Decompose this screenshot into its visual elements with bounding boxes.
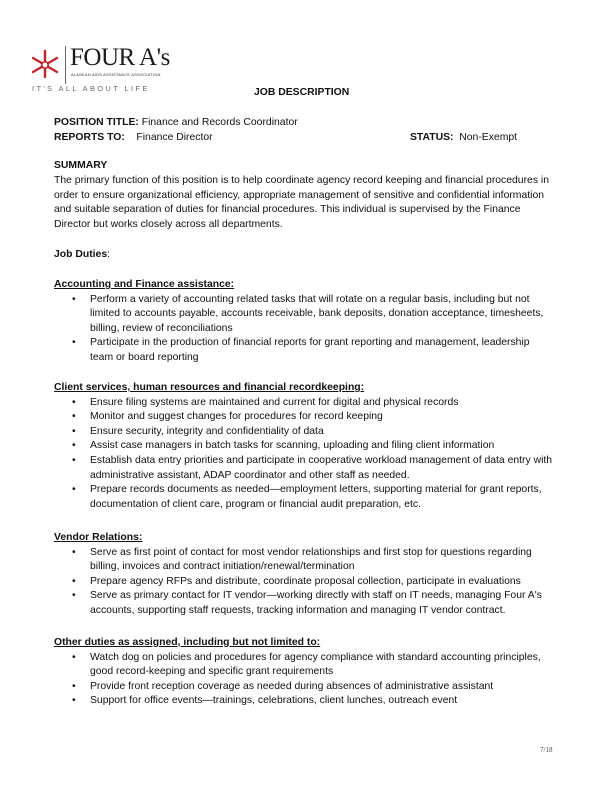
duty-list <box>54 651 554 709</box>
duty-list <box>54 293 554 366</box>
section-heading: Client services, human resources and financial recordkeeping: <box>54 382 365 393</box>
section-heading: Vendor Relations: <box>54 532 143 543</box>
list-item: • Provide front reception coverage as needed during absences of administrative assistant <box>54 680 554 695</box>
position-title-line <box>54 116 298 131</box>
list-item: • Assist case managers in batch tasks for scanning, uploading and filing client information <box>54 439 554 454</box>
summary-text: The primary function of this position is to help coordinate agency record keeping and financial procedures in order to ensure organizational efficiency, appropriate management of sensitive and confidential information and suitable separation of duties for financial procedures. This individual is supervised by the Finance Director but works closely across all departments. <box>54 175 549 230</box>
reports-to-value: Finance Director <box>136 132 213 143</box>
section-other-duties <box>54 636 554 709</box>
section-client-services <box>54 381 554 512</box>
job-duties-label: Job Duties <box>54 249 108 260</box>
status-label: STATUS: <box>410 132 454 143</box>
document-title: JOB DESCRIPTION <box>254 87 350 98</box>
status-field <box>410 131 517 146</box>
list-item: • Perform a variety of accounting related tasks that will rotate on a regular basis, including but not limited to accounts payable, accounts receivable, bank deposits, donation acceptance, timesheets, billing, review of reconciliations <box>54 293 554 337</box>
ribbon-star-icon <box>30 48 60 80</box>
logo-brand: FOUR A's <box>70 44 170 71</box>
section-heading: Accounting and Finance assistance: <box>54 279 235 290</box>
logo-subtitle: ALASKAN AIDS ASSISTANCE ASSOCIATION <box>71 72 161 77</box>
section-accounting <box>54 278 554 366</box>
list-item: • Serve as primary contact for IT vendor—working directly with staff on IT needs, managing Four A's accounts, supporting staff requests, tracking information and managing IT vendor contract. <box>54 589 554 618</box>
four-as-logo <box>30 44 180 96</box>
list-item: • Participate in the production of financial reports for grant reporting and management, leadership team or board reporting <box>54 336 554 365</box>
list-item: • Ensure security, integrity and confidentiality of data <box>54 425 554 440</box>
section-vendor-relations <box>54 531 554 619</box>
list-item: • Ensure filing systems are maintained and current for digital and physical records <box>54 396 554 411</box>
section-heading: Other duties as assigned, including but not limited to: <box>54 637 321 648</box>
reports-to-line <box>54 131 550 146</box>
job-duties-heading <box>54 248 110 263</box>
list-item: • Prepare records documents as needed—employment letters, supporting material for grant reports, documentation of client care, program or financial audit preparation, etc. <box>54 483 554 512</box>
list-item: • Monitor and suggest changes for procedures for record keeping <box>54 410 554 425</box>
list-item: • Establish data entry priorities and participate in cooperative workload management of data entry with administrative assistant, ADAP coordinator and other staff as needed. <box>54 454 554 483</box>
status-value: Non-Exempt <box>459 132 518 143</box>
page-number: 7/18 <box>540 746 553 754</box>
list-item: • Watch dog on policies and procedures for agency compliance with standard accounting principles, good record-keeping and specific grant requirements <box>54 651 554 680</box>
logo-divider <box>65 46 66 84</box>
summary-heading: SUMMARY <box>54 160 108 171</box>
reports-to-label: REPORTS TO: <box>54 132 125 143</box>
job-duties-colon: : <box>107 249 111 260</box>
position-title-value: Finance and Records Coordinator <box>141 117 298 128</box>
list-item: • Serve as first point of contact for most vendor relationships and first stop for questions regarding billing, invoices and contract initiation/renewal/termination <box>54 546 554 575</box>
logo-tagline: IT'S ALL ABOUT LIFE <box>32 84 150 93</box>
position-title-label: POSITION TITLE: <box>54 117 139 128</box>
list-item: • Prepare agency RFPs and distribute, coordinate proposal collection, participate in evaluations <box>54 575 554 590</box>
duty-list <box>54 546 554 619</box>
list-item: • Support for office events—trainings, celebrations, client lunches, outreach event <box>54 694 554 709</box>
duty-list <box>54 396 554 513</box>
